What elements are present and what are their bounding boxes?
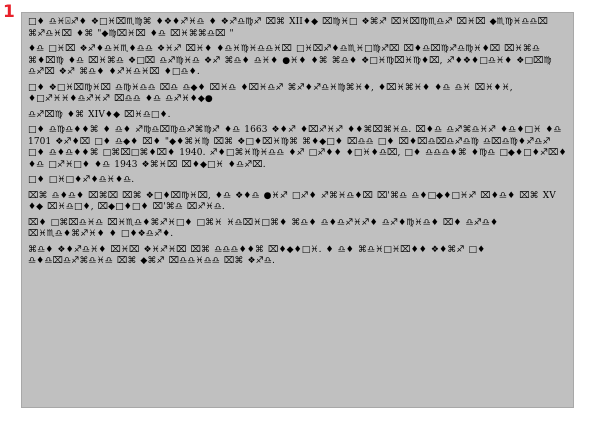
paragraph-5: □♦︎ ♎︎♍︎♎︎♦︎♦︎⌘︎ ♦︎ ♎︎♦︎ ♐︎♍︎♎︎⌧︎♍︎♎︎♐︎⌘︎♍︎♐︎ ♦︎♎︎ 1663 ❖︎♦︎♐︎ ♦︎⌧︎♐︎♓︎♐︎ ♦︎♦︎⌘︎⌧︎⌘︎♓︎♎︎. ⌧︎♦︎♎︎ ♎︎♐︎⌘︎♎︎♓︎♐︎ ♦︎♎︎♦︎□︎♓︎ ♦︎♎︎ 1701 ❖︎♐︎♦︎⌧︎ □︎♦︎ ♎︎◆︎♦︎ ⌧︎♦︎ "◆︎♦︎⌘︎♓︎♍︎ ⌧︎⌘︎ ❖︎□︎♦︎⌧︎♓︎♍︎⌘︎ ⌘︎♦︎◆︎□︎♦︎ ⌧︎♎︎♎︎ □︎♦︎ ⌧︎♦︎⌧︎♎︎⌧︎♎︎♐︎♎︎♍︎ ♎︎⌧︎♎︎♍︎♦︎♐︎♎︎♐︎ □︎♦︎ ♎︎♦︎♎︎♦︎♦︎⌘︎ □︎⌘︎⌧︎□︎⌘︎♦︎⌧︎♦︎ 1940. ♐︎♦︎□︎⌘︎♓︎♍︎♓︎♎︎♎︎ ♦︎♐︎ □︎♐︎♦︎♦︎ ♦︎□︎♓︎♦︎♎︎⌧︎, □︎♦︎ ♎︎♎︎♎︎♦︎⌘︎ ♦︎♍︎♎︎ □︎◆︎♦︎□︎♦︎♐︎⌧︎♦︎ ♦︎♎︎ □︎♐︎♓︎□︎♦︎ ♦︎♎︎ 1943 ❖︎⌘︎♓︎⌧︎ ⌧︎♦︎◆︎□︎♓︎ ♦︎♎︎♐︎⌧︎. xyxy=(28,125,571,170)
paragraph-9: ⌘︎♎︎♦︎ ❖︎♦︎♐︎♎︎♓︎♦︎ ⌧︎♓︎⌧︎ ❖︎♓︎♐︎♓︎⌧︎ ⌧︎⌘︎ ♎︎♎︎♎︎♦︎♦︎⌘︎ ⌧︎♦︎◆︎♦︎□︎♓︎. ♦︎ ♎︎♦︎ ⌘︎♎︎♓︎□︎♓︎⌧︎♦︎♦︎ ❖︎♦︎⌘︎♐︎ □︎♦︎ ♎︎♦︎♎︎⌧︎♎︎♐︎⌘︎♎︎♓︎♎︎ ⌧︎⌘︎ ◆︎⌘︎♐︎ ⌧︎♎︎♎︎♓︎♎︎♎︎ ⌧︎⌘︎ ❖︎♐︎♎︎. xyxy=(28,244,490,266)
paragraph-8: ⌧︎♦︎ □︎⌘︎⌧︎♎︎♓︎♎︎ ⌧︎♓︎♏︎♎︎♦︎⌘︎♐︎♓︎□︎♦︎ □︎⌘︎♓︎ ♓︎♎︎⌧︎♓︎□︎⌘︎♦︎ ⌘︎♎︎♦︎ ♎︎♦︎♎︎♐︎♓︎♐︎♦︎ ♎︎♐︎♦︎♍︎♓︎♎︎♦︎ ⌧︎♦︎ ♎︎♐︎♎︎♦︎ ⌧︎♓︎♏︎♎︎♦︎⌘︎♐︎♓︎♦︎ ♦︎ □︎♦︎❖︎♎︎♐︎♦︎. xyxy=(28,217,503,239)
document-text-block xyxy=(21,12,574,408)
paragraph-1: □♦︎ ♎︎♓︎⍓︎♐︎♦︎ ❖︎□︎♓︎⌧︎♏︎♍︎⌘︎ ♦︎❖︎♦︎♐︎♓︎♎︎ ♦︎ ❖︎♐︎♎︎♍︎♐︎ ⌧︎⌘︎ XII♦︎◆︎ ⌧︎♍︎♓︎□︎ ❖︎⌘︎♐︎ ⌧︎♓︎⌧︎♍︎♏︎♎︎♐︎ ⌧︎♓︎⌧︎ ◆︎♏︎♍︎♓︎♎︎♎︎⌧︎ ⌘︎♐︎♎︎♓︎⌧︎ ♦︎⌘︎ "◆︎♍︎⌧︎♓︎⌧︎ ♦︎♎︎ ⌧︎♓︎⌘︎⌘︎♎︎⌧︎ " xyxy=(28,17,552,39)
page-marker-number: 1 xyxy=(3,2,15,22)
paragraph-7: ⌧︎⌘︎ ♎︎♦︎♎︎♦︎ ⌧︎⌘︎⌧︎ ⌧︎⌘︎ ❖︎□︎♦︎⌧︎♍︎♓︎⌧︎, ♦︎♎︎ ❖︎♦︎♎︎ ●♓︎♐︎ □︎♐︎♦︎ ♐︎⌘︎♓︎♎︎♦︎⌧︎ ⌧︎'⌘︎♎︎ ♎︎♦︎□︎◆︎♦︎□︎♓︎♐︎ ⌧︎♦︎♎︎♦︎ ⌧︎⌘︎ XV♦︎◆︎ ⌧︎♓︎♎︎□︎♦︎, ⌧︎◆︎□︎♦︎□︎♦︎ ⌧︎'⌘︎♎︎ ⌧︎♐︎♓︎♎︎. xyxy=(28,190,556,212)
paragraph-2: ♦︎♎︎ □︎♓︎⌧︎ ❖︎♐︎♦︎♎︎♓︎♏︎♦︎♎︎♎︎ ❖︎♓︎♐︎ ⌧︎♓︎♦︎ ♦︎♎︎♓︎♍︎♓︎♎︎♎︎♓︎⌧︎ □︎♓︎⌧︎♐︎♦︎♎︎♏︎♓︎□︎♍︎♐︎⌧︎ ⌧︎♦︎♎︎⌧︎♍︎♐︎♎︎♍︎♓︎♦︎⌧︎ ⌧︎♓︎⌘︎♎︎ ⌘︎♦︎⌧︎♍︎ ♦︎♎︎ ⌧︎♓︎⌘︎♎︎ ❖︎□︎⌧︎ ♎︎♐︎♍︎♓︎♎︎ ❖︎♐︎ ⌘︎♎︎♦︎ ♎︎♓︎♦︎ ●♓︎♦︎ ♦︎⌘︎ ⌘︎♎︎♦︎ ❖︎□︎♓︎♍︎⌧︎♓︎♍︎♦︎⌧︎, ♐︎♦︎❖︎♦︎□︎♎︎♓︎♦︎ ❖︎□︎⌧︎♍︎ ♎︎♐︎⌧︎ ❖︎♐︎ ⌘︎♎︎♦︎ ♦︎♐︎♓︎♎︎♓︎⌧︎ ♦︎□︎♎︎♦︎. xyxy=(28,44,556,77)
paragraph-6: □♦︎ □︎♓︎□︎♦︎♐︎♦︎♎︎♓︎♦︎♎︎. xyxy=(28,175,135,185)
paragraph-3: □♦︎ ❖︎□︎♓︎⌧︎♍︎♓︎⌧︎ ♎︎♍︎♓︎♎︎♎︎ ⌧︎♎︎ ♎︎◆︎♦︎ ⌧︎♓︎♎︎ ♦︎⌧︎♓︎♎︎♐︎ ⌘︎♐︎♦︎♐︎♎︎♓︎♍︎⌘︎♓︎♦︎, ♦︎⌧︎♓︎⌘︎♓︎♦︎ ♦︎♎︎ ♎︎♓︎ ⌧︎♓︎♦︎♓︎, ♦︎□︎♐︎♓︎♓︎♦︎♎︎♐︎♓︎♐︎ ⌧︎♎︎♎︎ ♦︎♎︎ ♎︎♐︎♓︎♦︎◆︎● xyxy=(28,82,517,104)
paragraph-4: ♎︎♐︎⌧︎♍︎ ♦︎⌘︎ XIV♦︎◆︎ ⌧︎♓︎♎︎□︎♦︎. xyxy=(28,109,171,120)
